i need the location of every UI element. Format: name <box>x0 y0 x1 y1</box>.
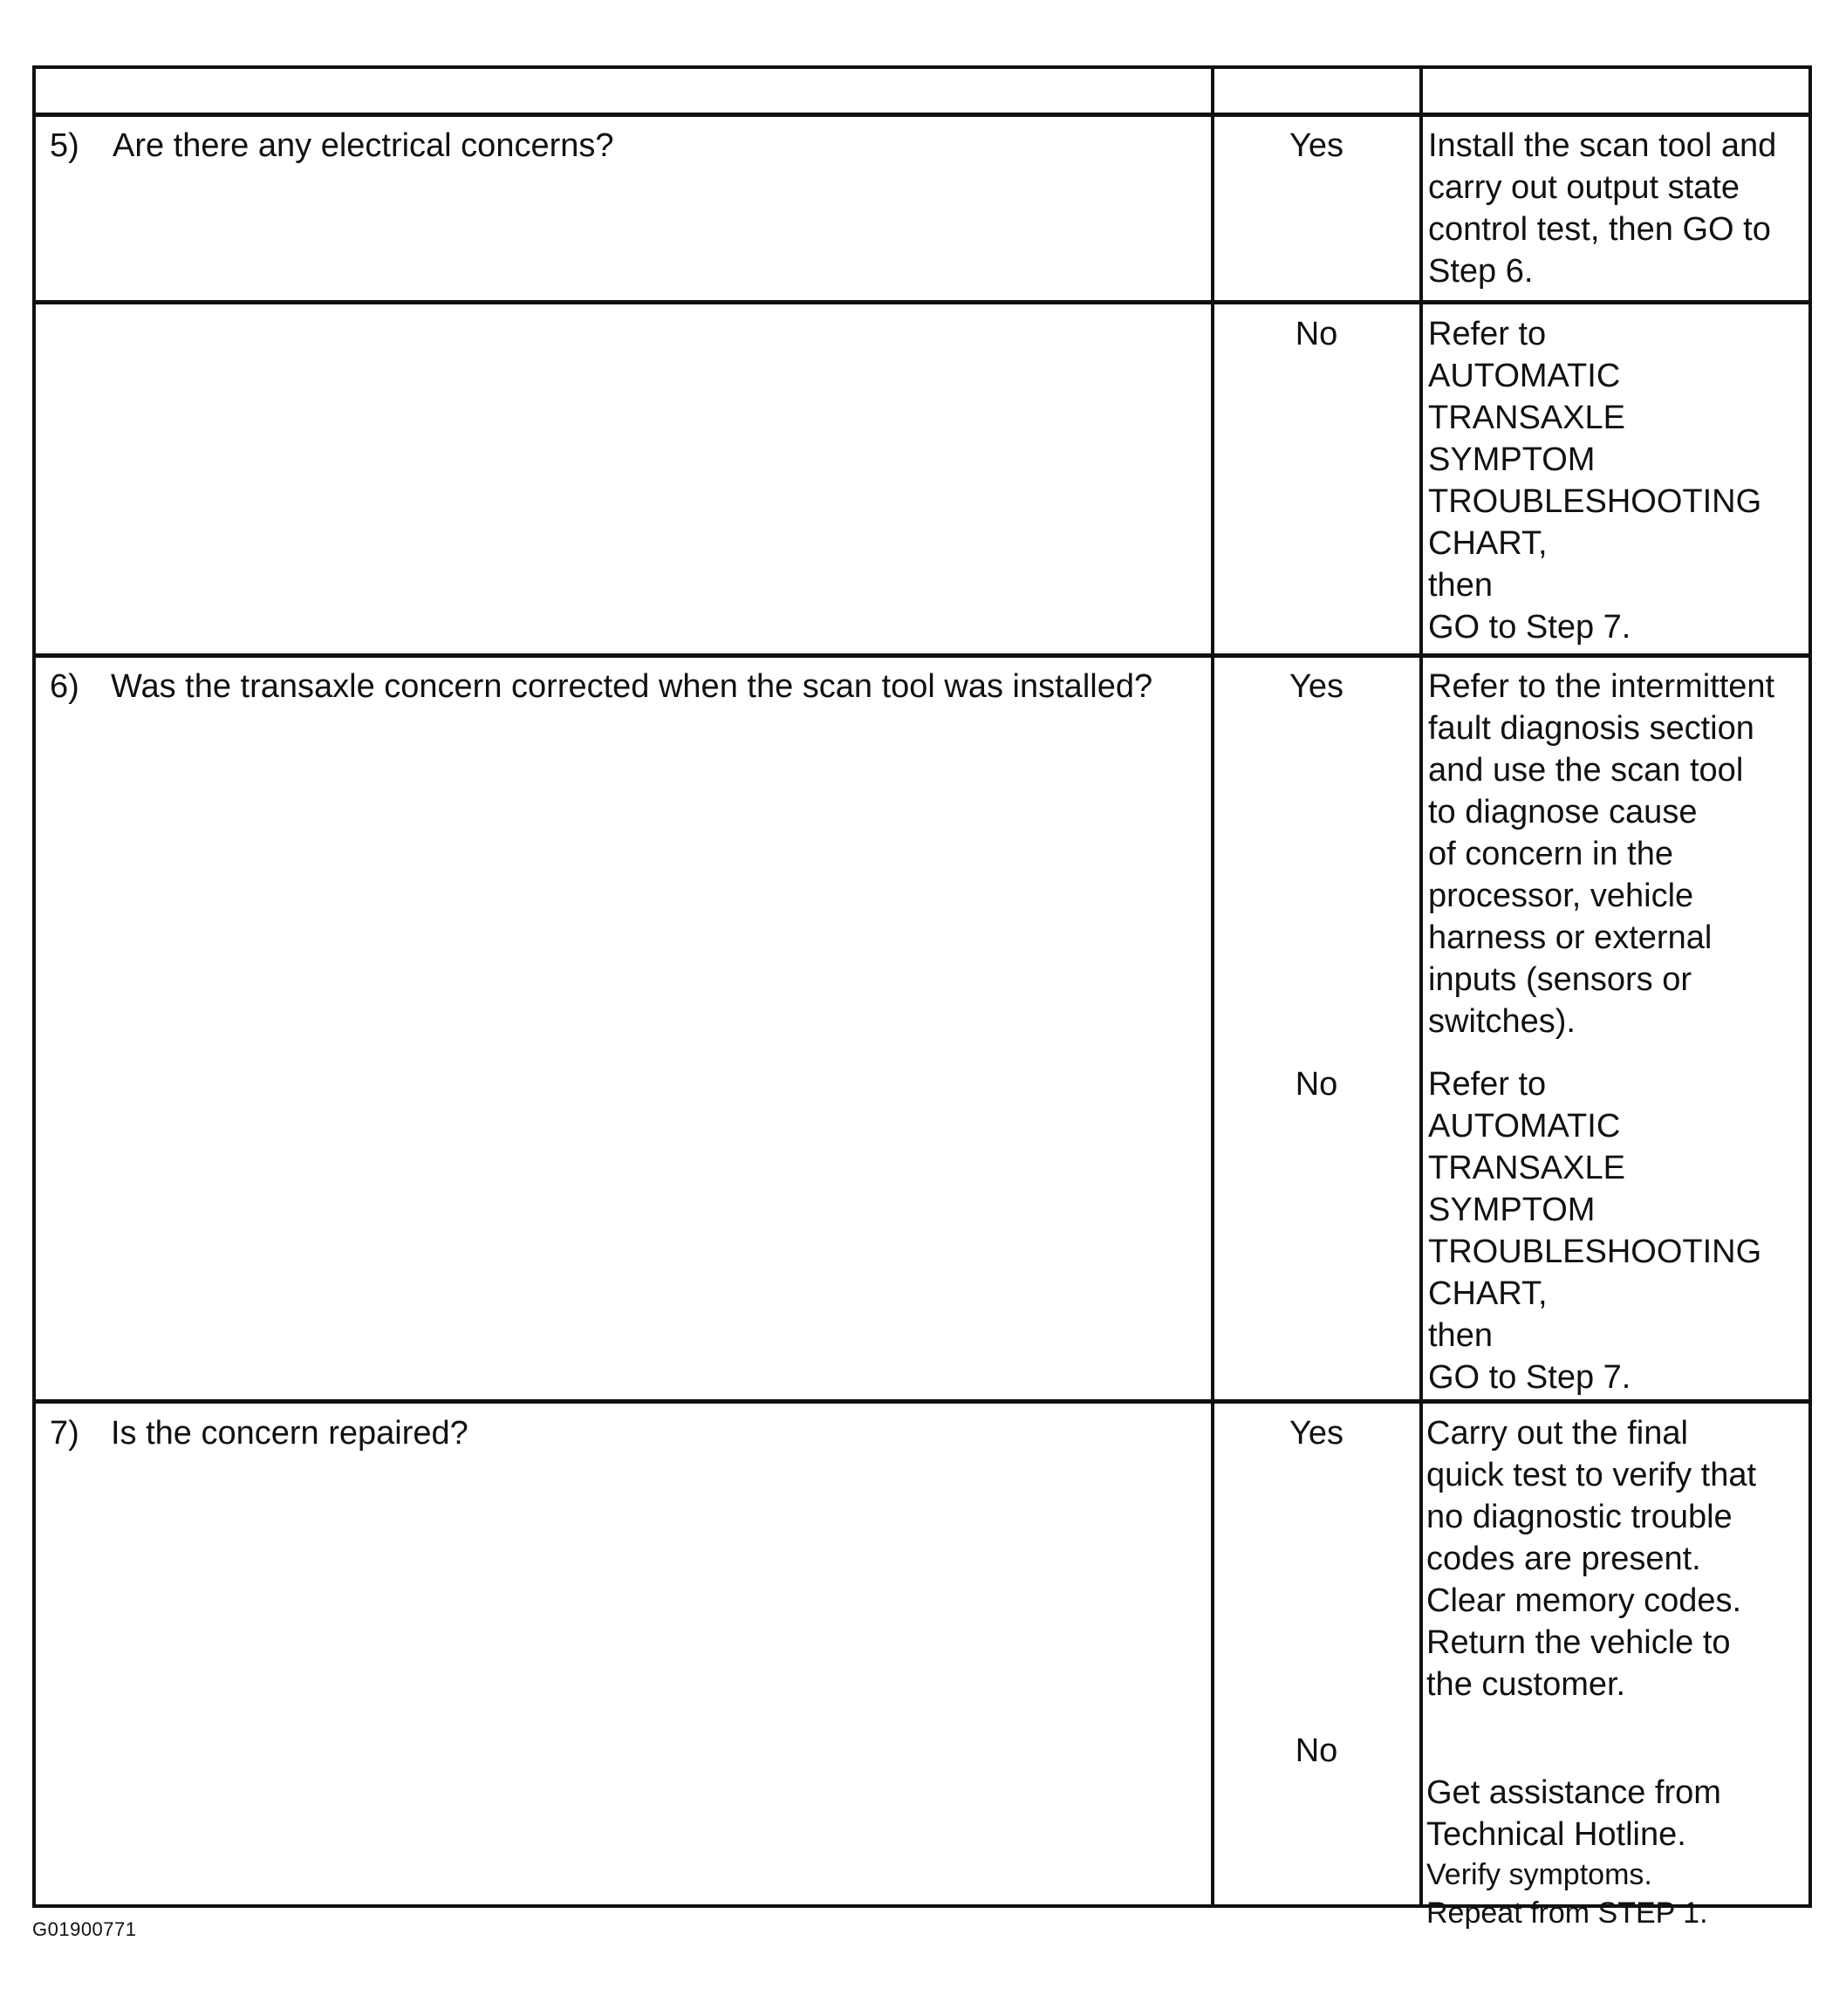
step-question: Are there any electrical concerns? <box>113 127 614 164</box>
answer-yes: Yes <box>1289 1415 1343 1452</box>
row-divider-step-6 <box>36 653 1808 658</box>
header-row-divider <box>36 113 1808 117</box>
action-no: Refer to AUTOMATIC TRANSAXLE SYMPTOM TROUBLESHOOTING CHART, then GO to Step 7. <box>1428 316 1762 646</box>
action-yes: Carry out the final quick test to verify that no diagnostic trouble codes are present. Clear memory codes. Return the vehicle to the customer. <box>1426 1415 1757 1703</box>
step-number: 6) <box>50 668 79 705</box>
action-no: Refer to AUTOMATIC TRANSAXLE SYMPTOM TROUBLESHOOTING CHART, then GO to Step 7. <box>1428 1066 1762 1396</box>
row-divider-5-yes-no <box>36 300 1808 304</box>
answer-yes: Yes <box>1289 668 1343 705</box>
action-no <box>1426 1730 1793 1974</box>
action-yes: Refer to the intermittent fault diagnosis section and use the scan tool to diagnose cause of concern in the processor, vehicle harness or external inputs (sensors or switches). <box>1428 668 1775 1040</box>
action-yes: Install the scan tool and carry out output state control test, then GO to Step 6. <box>1428 127 1777 290</box>
answer-no: No <box>1295 316 1338 352</box>
action-no-note: Verify symptoms. Repeat from STEP 1. <box>1426 1858 1708 1930</box>
step-number: 7) <box>50 1415 79 1452</box>
row-divider-step-7 <box>36 1399 1808 1404</box>
answer-yes: Yes <box>1289 127 1343 164</box>
answer-no: No <box>1295 1732 1338 1769</box>
figure-id: G01900771 <box>32 1918 137 1940</box>
step-question: Is the concern repaired? <box>111 1415 468 1452</box>
step-question: Was the transaxle concern corrected when the scan tool was installed? <box>111 668 1153 705</box>
step-number: 5) <box>50 127 79 164</box>
action-no-text: Get assistance from Technical Hotline. <box>1426 1774 1721 1853</box>
answer-no: No <box>1295 1066 1338 1103</box>
